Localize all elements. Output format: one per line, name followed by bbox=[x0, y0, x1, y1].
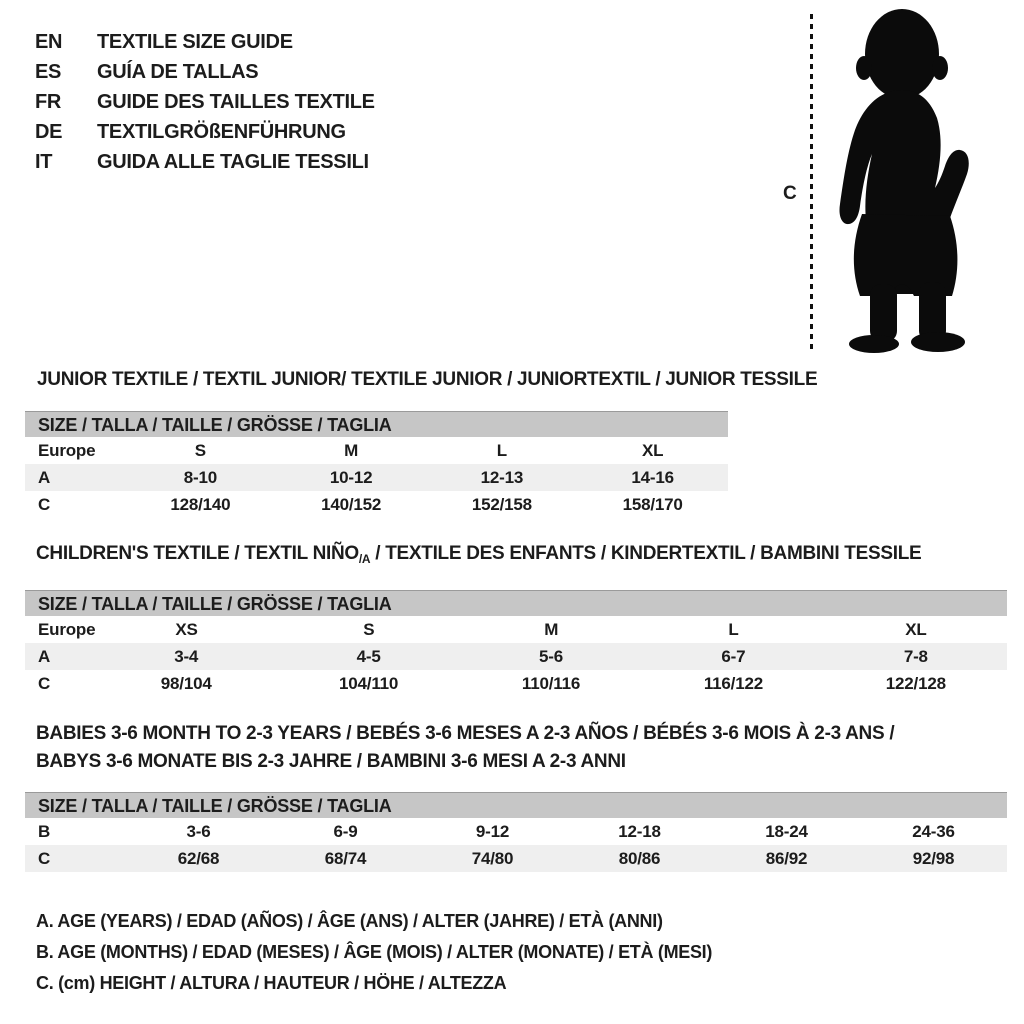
value-cell: 62/68 bbox=[177, 849, 220, 868]
size-cell: M bbox=[544, 620, 559, 639]
legend-line-a: A. AGE (YEARS) / EDAD (AÑOS) / ÂGE (ANS) / ALTER (JAHRE) / ETÀ (ANNI) bbox=[36, 911, 663, 931]
row-label: Europe bbox=[38, 441, 96, 460]
language-code: ES bbox=[35, 61, 62, 83]
value-cell: 4-5 bbox=[356, 647, 381, 666]
value-cell: 110/116 bbox=[521, 674, 581, 693]
value-cell: 128/140 bbox=[170, 495, 231, 514]
language-row bbox=[35, 27, 375, 57]
children-title-prefix: CHILDREN'S TEXTILE / TEXTIL NIÑO bbox=[36, 543, 359, 564]
language-label: TEXTILGRÖßENFÜHRUNG bbox=[97, 121, 346, 143]
row-label: A bbox=[38, 647, 51, 666]
language-label: GUIDA ALLE TAGLIE TESSILI bbox=[97, 151, 369, 173]
value-cell: 24-36 bbox=[912, 822, 955, 841]
babies-section-title-line2: BABYS 3-6 MONATE BIS 2-3 JAHRE / BAMBINI 3-6 MESI A 2-3 ANNI bbox=[36, 751, 626, 772]
height-measure-dotted-line bbox=[810, 14, 813, 352]
size-cell: XL bbox=[905, 620, 927, 639]
table-row bbox=[25, 491, 728, 518]
children-size-header-bar: SIZE / TALLA / TAILLE / GRÖSSE / TAGLIA bbox=[25, 590, 1007, 616]
children-title-suffix: / TEXTILE DES ENFANTS / KINDERTEXTIL / BAMBINI TESSILE bbox=[370, 543, 922, 564]
junior-section-title: JUNIOR TEXTILE / TEXTIL JUNIOR/ TEXTILE JUNIOR / JUNIORTEXTIL / JUNIOR TESSILE bbox=[37, 369, 818, 390]
value-cell: 10-12 bbox=[329, 468, 373, 487]
children-section-title bbox=[36, 543, 921, 566]
language-row bbox=[35, 147, 375, 177]
children-size-table bbox=[25, 590, 1007, 697]
babies-size-header-bar: SIZE / TALLA / TAILLE / GRÖSSE / TAGLIA bbox=[25, 792, 1007, 818]
children-title-subscript: /A bbox=[358, 552, 371, 566]
language-label: GUÍA DE TALLAS bbox=[97, 61, 259, 83]
value-cell: 122/128 bbox=[885, 674, 946, 693]
language-code: DE bbox=[35, 121, 63, 143]
table-row bbox=[25, 845, 1007, 872]
value-cell: 3-4 bbox=[174, 647, 199, 666]
value-cell: 5-6 bbox=[539, 647, 563, 666]
row-label: C bbox=[38, 674, 51, 693]
size-cell: XS bbox=[175, 620, 198, 639]
value-cell: 12-13 bbox=[480, 468, 524, 487]
language-row bbox=[35, 117, 375, 147]
row-label: A bbox=[38, 468, 51, 487]
language-code: IT bbox=[35, 151, 53, 173]
table-row bbox=[25, 670, 1007, 697]
language-row bbox=[35, 87, 375, 117]
value-cell: 80/86 bbox=[618, 849, 661, 868]
value-cell: 86/92 bbox=[765, 849, 808, 868]
value-cell: 140/152 bbox=[321, 495, 382, 514]
value-cell: 116/122 bbox=[703, 674, 763, 693]
row-label: C bbox=[38, 849, 51, 868]
value-cell: 12-18 bbox=[618, 822, 661, 841]
table-row bbox=[25, 616, 1007, 643]
value-cell: 6-7 bbox=[721, 647, 746, 666]
value-cell: 6-9 bbox=[333, 822, 358, 841]
size-cell: XL bbox=[641, 441, 664, 460]
value-cell: 3-6 bbox=[186, 822, 211, 841]
value-cell: 74/80 bbox=[471, 849, 514, 868]
row-label: B bbox=[38, 822, 51, 841]
language-label: GUIDE DES TAILLES TEXTILE bbox=[97, 91, 375, 113]
legend-line-b: B. AGE (MONTHS) / EDAD (MESES) / ÂGE (MOIS) / ALTER (MONATE) / ETÀ (MESI) bbox=[36, 942, 713, 962]
babies-size-table bbox=[25, 792, 1007, 872]
language-code: FR bbox=[35, 91, 62, 113]
size-cell: S bbox=[194, 441, 206, 460]
value-cell: 7-8 bbox=[903, 647, 928, 666]
row-label: Europe bbox=[38, 620, 96, 639]
size-cell: L bbox=[728, 620, 739, 639]
size-cell: S bbox=[363, 620, 375, 639]
value-cell: 92/98 bbox=[912, 849, 955, 868]
table-row bbox=[25, 643, 1007, 670]
babies-section-title-line1: BABIES 3-6 MONTH TO 2-3 YEARS / BEBÉS 3-6 MESES A 2-3 AÑOS / BÉBÉS 3-6 MOIS À 2-3 ANS / bbox=[36, 723, 895, 744]
toddler-silhouette bbox=[818, 4, 1003, 354]
size-cell: L bbox=[496, 441, 507, 460]
table-row bbox=[25, 464, 728, 491]
language-code: EN bbox=[35, 31, 63, 53]
legend-line-c: C. (cm) HEIGHT / ALTURA / HAUTEUR / HÖHE / ALTEZZA bbox=[36, 973, 507, 993]
table-row bbox=[25, 437, 728, 464]
value-cell: 158/170 bbox=[622, 495, 683, 514]
value-cell: 9-12 bbox=[475, 822, 510, 841]
value-cell: 8-10 bbox=[183, 468, 217, 487]
value-cell: 152/158 bbox=[471, 495, 532, 514]
value-cell: 18-24 bbox=[765, 822, 808, 841]
junior-size-header-bar: SIZE / TALLA / TAILLE / GRÖSSE / TAGLIA bbox=[25, 411, 728, 437]
junior-size-table bbox=[25, 411, 728, 518]
value-cell: 104/110 bbox=[339, 674, 399, 693]
language-title-block bbox=[35, 27, 375, 177]
language-row bbox=[35, 57, 375, 87]
value-cell: 14-16 bbox=[631, 468, 674, 487]
row-label: C bbox=[38, 495, 51, 514]
value-cell: 98/104 bbox=[160, 674, 212, 693]
size-cell: M bbox=[344, 441, 359, 460]
height-measure-label: C bbox=[783, 183, 797, 204]
value-cell: 68/74 bbox=[324, 849, 367, 868]
language-label: TEXTILE SIZE GUIDE bbox=[97, 31, 293, 53]
table-row bbox=[25, 818, 1007, 845]
